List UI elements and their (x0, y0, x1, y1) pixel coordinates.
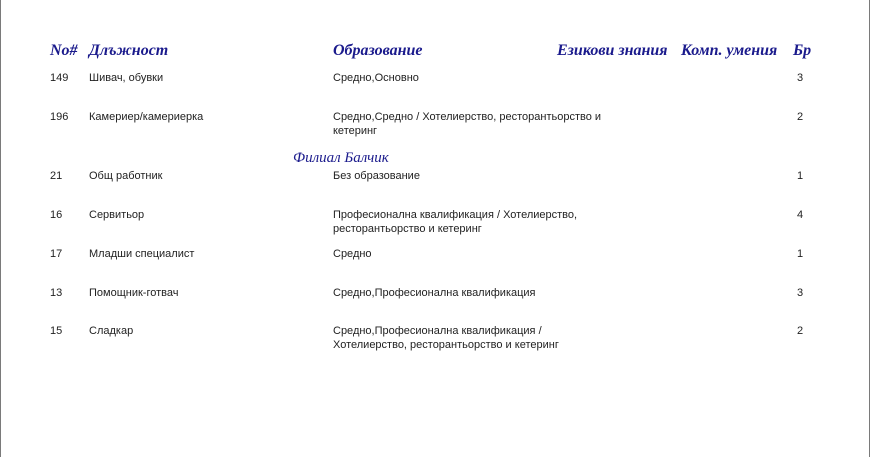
row-position: Сервитьор (89, 209, 145, 221)
row-count: 2 (797, 111, 804, 123)
row-no: 149 (50, 72, 69, 84)
row-education: Средно,Средно / Хотелиерство, ресторантьорство и кетеринг (333, 111, 602, 137)
header-no: No# (50, 42, 78, 59)
row-position: Помощник-готвач (89, 287, 179, 299)
row-count: 3 (797, 287, 804, 299)
row-count: 1 (797, 170, 804, 182)
row-position: Сладкар (89, 325, 134, 337)
row-education: Средно (333, 248, 372, 260)
header-computer-skills: Комп. умения (681, 42, 778, 59)
row-position: Общ работник (89, 170, 163, 182)
row-count: 4 (797, 209, 804, 221)
row-position: Шивач, обувки (89, 72, 164, 84)
row-no: 196 (50, 111, 69, 123)
row-no: 21 (50, 170, 63, 182)
group-title: Филиал Балчик (293, 150, 389, 166)
row-position: Камериер/камериерка (89, 111, 204, 123)
row-count: 2 (797, 325, 804, 337)
row-education: Средно,Професионална квалификация / Хотелиерство, ресторантьорство и кетеринг (333, 325, 559, 351)
row-education: Без образование (333, 170, 420, 182)
row-education: Професионална квалификация / Хотелиерство, ресторантьорство и кетеринг (333, 209, 578, 235)
row-no: 13 (50, 287, 63, 299)
row-no: 15 (50, 325, 63, 337)
row-education: Средно,Основно (333, 72, 419, 84)
row-count: 1 (797, 248, 804, 260)
header-position: Длъжност (89, 42, 169, 59)
row-education: Средно,Професионална квалификация (333, 287, 536, 299)
header-education: Образование (333, 42, 423, 59)
header-count: Бр (793, 42, 812, 59)
row-no: 16 (50, 209, 63, 221)
row-no: 17 (50, 248, 63, 260)
header-languages: Езикови знания (557, 42, 668, 59)
row-count: 3 (797, 72, 804, 84)
row-position: Младши специалист (89, 248, 195, 260)
